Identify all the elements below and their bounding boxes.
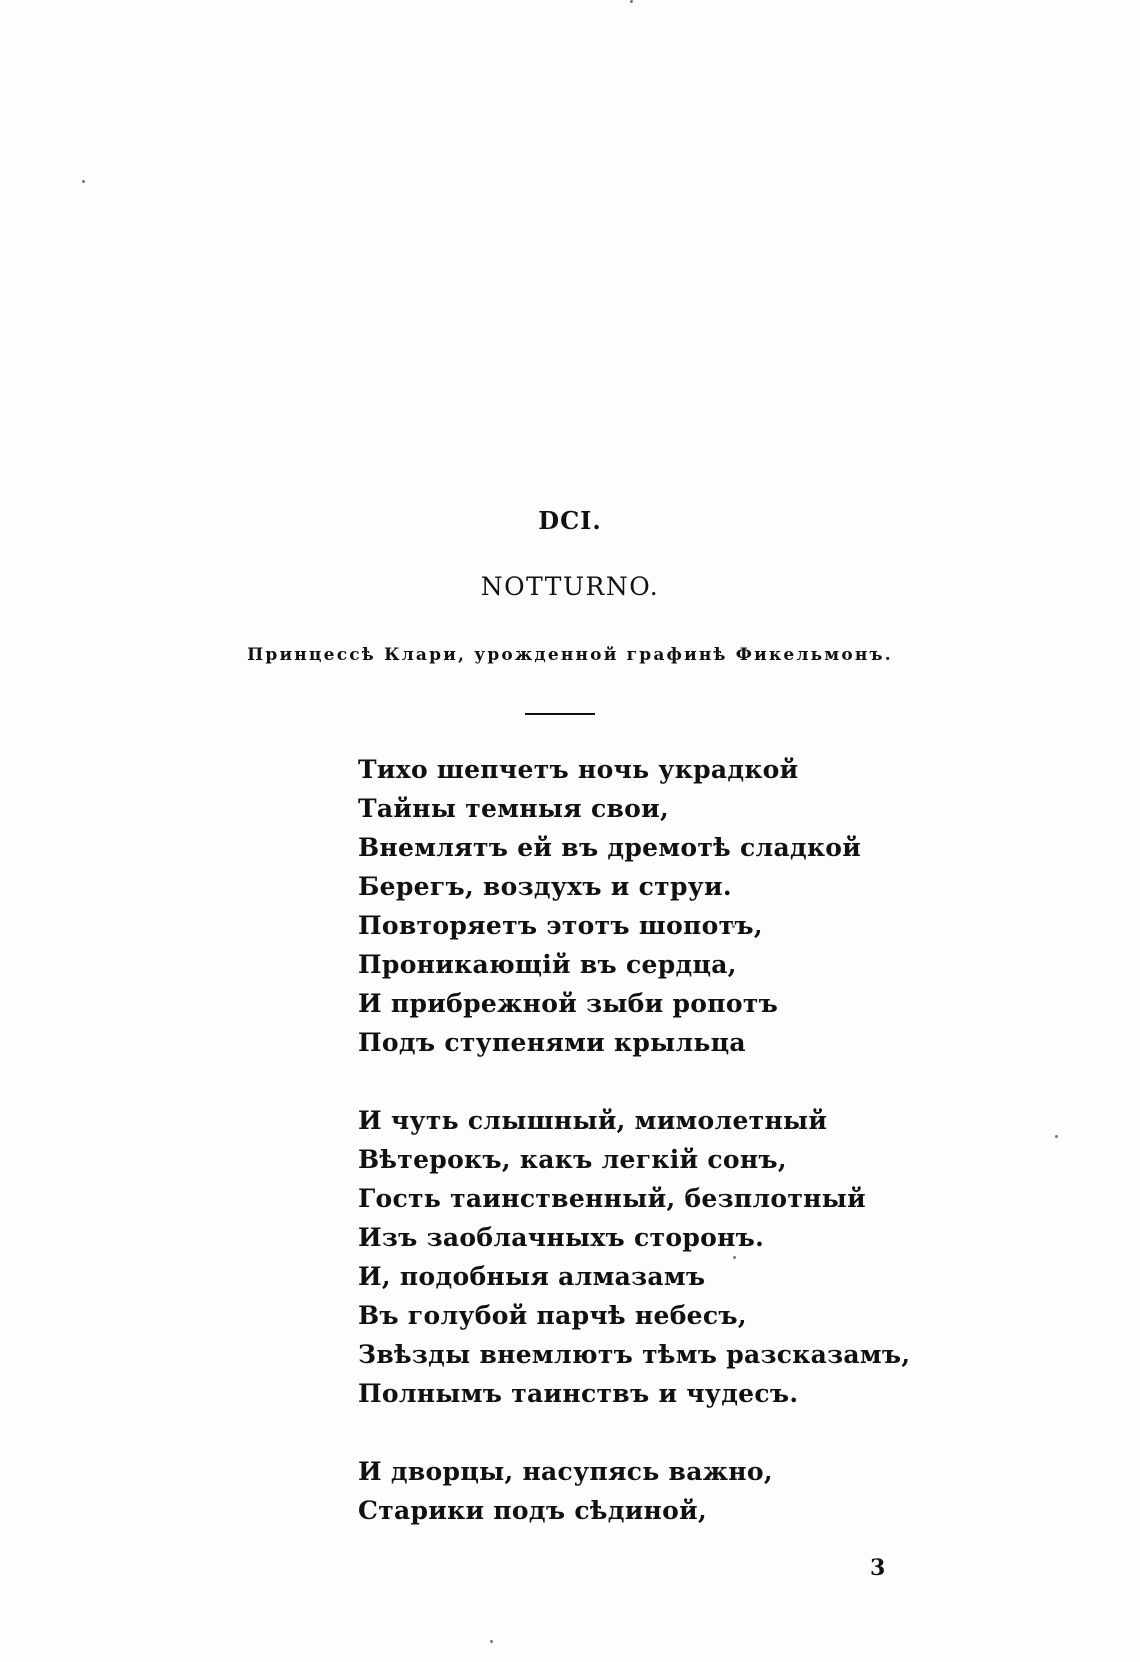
poem-line: Внемлятъ ей въ дремотѣ сладкой <box>358 833 862 862</box>
scan-speck <box>82 180 85 183</box>
poem-line: Звѣзды внемлютъ тѣмъ разсказамъ, <box>358 1340 911 1369</box>
poem-title: NOTTURNO. <box>480 572 660 601</box>
poem-line: И, подобныя алмазамъ <box>358 1262 706 1291</box>
poem-line: Изъ заоблачныхъ сторонъ. <box>358 1223 765 1252</box>
stanza-2 <box>358 1101 911 1413</box>
poem-line: И прибрежной зыби ропотъ <box>358 989 779 1018</box>
poem-line: Тайны темныя свои, <box>358 794 669 823</box>
poem-line: Гость таинственный, безплотный <box>358 1184 866 1213</box>
poem-line: Вѣтерокъ, какъ легкій сонъ, <box>358 1145 787 1174</box>
poem-line: Берегъ, воздухъ и струи. <box>358 872 732 901</box>
page-number: 3 <box>870 1555 886 1581</box>
title-rule <box>525 713 595 715</box>
poem-line: Проникающій въ сердца, <box>358 950 737 979</box>
poem-line: Старики подъ сѣдиной, <box>358 1496 707 1525</box>
scan-speck <box>630 0 633 3</box>
poem-body <box>358 750 911 1569</box>
poem-line: Въ голубой парчѣ небесъ, <box>358 1301 747 1330</box>
poem-line: И чуть слышный, мимолетный <box>358 1106 828 1135</box>
poem-line: Полнымъ таинствъ и чудесъ. <box>358 1379 799 1408</box>
poem-line: Повторяетъ этотъ шопотъ, <box>358 911 763 940</box>
poem-line: И дворцы, насупясь важно, <box>358 1457 773 1486</box>
stanza-1 <box>358 750 878 1062</box>
dedication: Принцессѣ Клари, урожденной графинѣ Фикельмонъ. <box>247 645 893 665</box>
stanza-3 <box>358 1452 878 1530</box>
scan-speck <box>1055 1135 1058 1138</box>
scan-speck <box>490 1640 493 1643</box>
poem-number: DCI. <box>538 506 602 535</box>
poem-line: Тихо шепчетъ ночь украдкой <box>358 755 799 784</box>
poem-line: Подъ ступенями крыльца <box>358 1028 746 1057</box>
